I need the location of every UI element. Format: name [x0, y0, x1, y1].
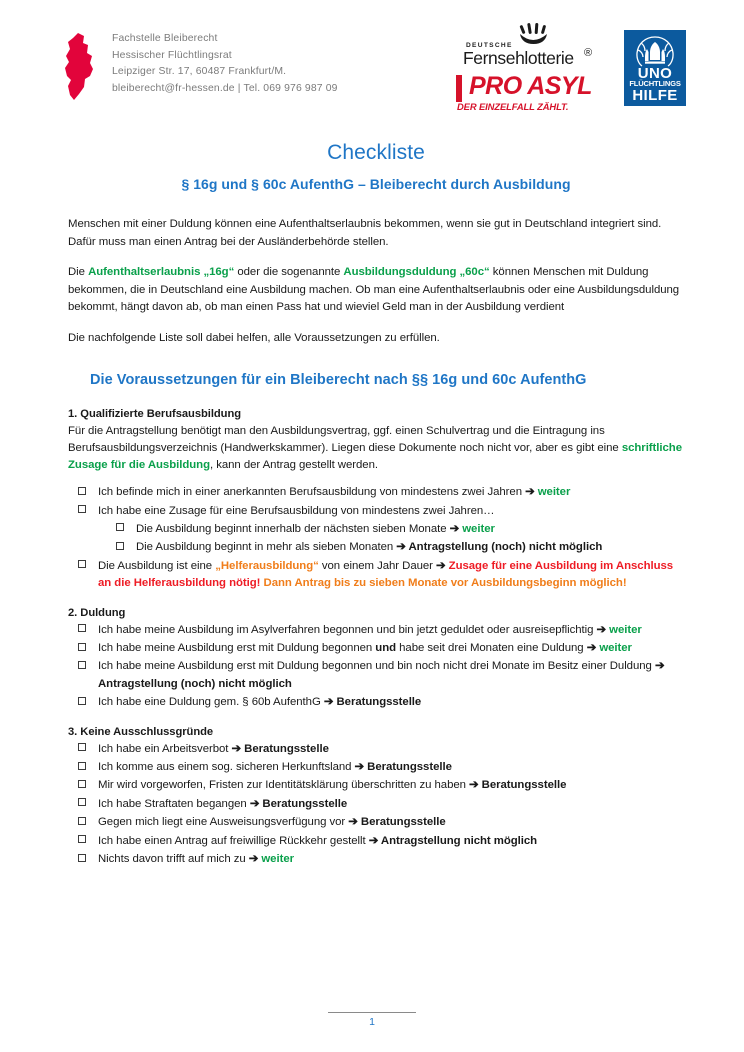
checkbox-icon[interactable] [78, 624, 86, 632]
org-line-1: Fachstelle Bleiberecht [112, 33, 218, 44]
checklist-item-text: Beratungsstelle [360, 816, 446, 829]
arrow-icon: ➔ [323, 696, 337, 709]
checklist-item-text: Ich habe eine Duldung gem. § 60b AufenthG [98, 696, 324, 709]
checklist-item-text: Die Ausbildung ist eine [98, 559, 216, 572]
fernsehlotterie-deutsche-label: DEUTSCHE [466, 42, 513, 49]
checklist-item[interactable] [68, 777, 684, 794]
checkbox-icon[interactable] [78, 743, 86, 751]
checkbox-icon[interactable] [78, 505, 86, 513]
checklist-item-text: Ich habe meine Ausbildung erst mit Duldung begonnen [98, 642, 376, 655]
checklist-item[interactable] [68, 851, 684, 868]
org-line-3: Leipziger Str. 17, 60487 Frankfurt/M. [112, 66, 287, 77]
checklist-item[interactable] [68, 503, 684, 520]
partner-logos [456, 26, 686, 118]
checklist [68, 741, 684, 869]
intro-paragraph-2 [68, 264, 684, 317]
checklist-item[interactable] [68, 658, 684, 693]
arrow-icon: ➔ [354, 761, 368, 774]
checklist-item-text: von einem Jahr Dauer [318, 559, 437, 572]
checklist-item-text: Dann Antrag bis zu sieben Monate vor Ausbildungsbeginn möglich! [263, 577, 627, 590]
checklist-item-text: Die Ausbildung beginnt innerhalb der nächsten sieben Monate [136, 522, 450, 535]
checklist-groups [68, 406, 684, 869]
unhcr-line-fluechtlings: FLÜCHTLINGS [629, 79, 681, 88]
arrow-icon: ➔ [654, 660, 665, 673]
org-line-2: Hessischer Flüchtlingsrat [112, 49, 232, 61]
checklist-item-text: habe seit drei Monaten eine Duldung [396, 642, 587, 655]
checklist-item-text: weiter [261, 853, 294, 866]
para2-highlight-60c: Ausbildungsduldung „60c“ [343, 266, 490, 279]
arrow-icon: ➔ [249, 797, 263, 810]
arrow-icon: ➔ [525, 486, 538, 499]
checklist-item-text: Ich habe meine Ausbildung erst mit Duldung begonnen und bin noch nicht drei Monate im Besitz einer Duldung [98, 660, 655, 673]
checklist-item-text: Antragstellung (noch) nicht möglich [98, 677, 292, 690]
checkbox-icon[interactable] [78, 762, 86, 770]
registered-mark-icon: ® [584, 47, 593, 59]
page-number: 1 [369, 1016, 375, 1028]
checklist-group-intro [68, 423, 684, 475]
organization-block [62, 26, 338, 102]
checklist-item[interactable] [68, 521, 684, 538]
fernsehlotterie-logo [456, 26, 608, 72]
checklist-item[interactable] [68, 833, 684, 850]
checklist-item-text: weiter [537, 486, 571, 499]
footer-divider [328, 1012, 416, 1013]
checklist-group [68, 724, 684, 869]
checkbox-icon[interactable] [78, 487, 86, 495]
organization-address [112, 26, 338, 97]
group-intro-text-2: , kann der Antrag gestellt werden. [209, 458, 378, 471]
hesse-state-outline-icon [62, 32, 96, 102]
arrow-icon: ➔ [436, 559, 449, 572]
checklist-group [68, 406, 684, 605]
proasyl-logo [456, 74, 608, 118]
checklist-item-text: Beratungsstelle [481, 779, 567, 792]
intro-paragraph-3: Die nachfolgende Liste soll dabei helfen, alle Voraussetzungen zu erfüllen. [68, 331, 440, 344]
page-subtitle: § 16g und § 60c AufenthG – Bleiberecht durch Ausbildung [181, 176, 571, 192]
group-intro-highlight: schriftliche Zusage für die Ausbildung [68, 441, 682, 471]
arrow-icon: ➔ [231, 742, 245, 755]
checklist-item[interactable] [68, 694, 684, 711]
checklist-item-text: Beratungsstelle [262, 797, 348, 810]
checklist-group-heading: 2. Duldung [68, 606, 126, 619]
checklist-item-text: Antragstellung nicht möglich [380, 834, 538, 847]
group-spacer [68, 713, 684, 724]
checklist-item-text: weiter [599, 642, 632, 655]
checklist-item-text: Ich befinde mich in einer anerkannten Berufsausbildung von mindestens zwei Jahren [98, 486, 526, 499]
unhcr-logo [624, 30, 686, 106]
checklist-item[interactable] [68, 796, 684, 813]
checklist-item-text: Beratungsstelle [336, 696, 422, 709]
checklist-item-text: Ich habe Straftaten begangen [98, 797, 250, 810]
checklist-item-text: Beratungsstelle [367, 761, 452, 774]
para2-text-3: können Menschen mit Duldung bekommen, die in Deutschland eine Ausbildung machen. Ob man eine Aufenthaltserlaubnis oder eine Ausbildungsduldung bekommt, hängt davon ab, ob man einen Pass hat und wieviel Geld man in der Ausbildung verdient [68, 266, 680, 314]
arrow-icon: ➔ [396, 541, 409, 554]
document-header [0, 26, 744, 122]
checklist-item-text: weiter [462, 522, 495, 535]
checklist-item-text: Zusage für eine Ausbildung im Anschluss an die Helferausbildung nötig! [98, 559, 674, 590]
checkbox-icon[interactable] [78, 854, 86, 862]
document-footer [0, 1012, 744, 1028]
checklist [68, 622, 684, 712]
checkbox-icon[interactable] [78, 560, 86, 568]
checkbox-icon[interactable] [78, 835, 86, 843]
checklist-item-text: und [375, 642, 397, 655]
checkbox-icon[interactable] [78, 643, 86, 651]
checkbox-icon[interactable] [78, 798, 86, 806]
arrow-icon: ➔ [348, 816, 361, 829]
checklist-item-text: Antragstellung (noch) nicht möglich [408, 541, 603, 554]
checklist-item-text: Ich habe ein Arbeitsverbot [98, 742, 232, 755]
checklist-group-heading: 3. Keine Ausschlussgründe [68, 725, 214, 738]
para2-highlight-16g: Aufenthaltserlaubnis „16g“ [88, 266, 235, 279]
checklist-item-text: Mir wird vorgeworfen, Fristen zur Identitätsklärung überschritten zu haben [98, 779, 470, 792]
proasyl-wordmark: PRO ASYL [469, 72, 592, 100]
checklist [68, 484, 684, 592]
checklist-item-text: Gegen mich liegt eine Ausweisungsverfügung vor [98, 816, 349, 829]
checklist-item-text: Ich habe meine Ausbildung im Asylverfahren begonnen und bin jetzt geduldet oder ausreisepflichtig [98, 623, 597, 636]
checklist-item-text: Ich habe eine Zusage für eine Berufsausbildung von mindestens zwei Jahren… [98, 504, 495, 517]
checklist-item-text: Ich komme aus einem sog. sicheren Herkunftsland [98, 761, 355, 774]
hand-icon [518, 23, 552, 50]
arrow-icon: ➔ [596, 623, 610, 636]
checkbox-icon[interactable] [78, 661, 86, 669]
arrow-icon: ➔ [449, 522, 463, 535]
unhcr-line-hilfe: HILFE [632, 87, 678, 104]
org-line-4: bleiberecht@fr-hessen.de | Tel. 069 976 987 09 [112, 82, 338, 94]
checklist-item-text: weiter [609, 623, 642, 636]
logo-stack [456, 26, 608, 118]
proasyl-bar-icon [456, 75, 462, 102]
checklist-group [68, 605, 684, 724]
checklist-item[interactable] [68, 539, 684, 556]
checklist-item[interactable] [68, 622, 684, 639]
checklist-item[interactable] [68, 558, 684, 593]
checklist-item-text: „Helferausbildung“ [215, 559, 319, 572]
arrow-icon: ➔ [586, 642, 600, 655]
checklist-item-text: Beratungsstelle [244, 742, 329, 755]
proasyl-tagline: DER EINZELFALL ZÄHLT. [457, 101, 569, 112]
fernsehlotterie-wordmark: Fernsehlotterie [463, 48, 574, 68]
checkbox-icon[interactable] [78, 697, 86, 705]
page-title: Checkliste [327, 141, 425, 164]
document-content [68, 140, 684, 869]
checkbox-icon[interactable] [78, 780, 86, 788]
checklist-group-heading: 1. Qualifizierte Berufsausbildung [68, 407, 242, 420]
para2-text-1: Die [68, 266, 89, 279]
section-title: Die Voraussetzungen für ein Bleiberecht nach §§ 16g und 60c AufenthG [90, 371, 587, 388]
checkbox-icon[interactable] [116, 542, 124, 550]
checklist-item-text: Ich habe einen Antrag auf freiwillige Rückkehr gestellt [98, 834, 369, 847]
checkbox-icon[interactable] [78, 817, 86, 825]
para2-text-2: oder die sogenannte [234, 266, 344, 279]
checklist-item[interactable] [68, 759, 684, 776]
checklist-item[interactable] [68, 741, 684, 758]
checklist-item[interactable] [68, 484, 684, 501]
arrow-icon: ➔ [368, 834, 381, 847]
arrow-icon: ➔ [248, 853, 262, 866]
arrow-icon: ➔ [469, 779, 482, 792]
group-intro-text-1: Für die Antragstellung benötigt man den Ausbildungsvertrag, ggf. einen Schulvertrag und die Eintragung ins Berufsausbildungsverzeichnis (Handwerkskammer). Liegen diese Dokumente noch nicht vor, aber es gibt eine [68, 424, 622, 454]
checklist-item-text: Die Ausbildung beginnt in mehr als sieben Monaten [136, 541, 397, 554]
checklist-item[interactable] [68, 640, 684, 657]
checklist-item-text: Nichts davon trifft auf mich zu [98, 853, 249, 866]
unhcr-line-uno: UNO [637, 65, 673, 82]
checkbox-icon[interactable] [116, 523, 124, 531]
intro-paragraph-1: Menschen mit einer Duldung können eine Aufenthaltserlaubnis bekommen, wenn sie gut in Deutschland integriert sind. Dafür muss man einen Antrag bei der Ausländerbehörde stellen. [68, 218, 662, 248]
group-spacer [68, 594, 684, 605]
checklist-item[interactable] [68, 814, 684, 831]
